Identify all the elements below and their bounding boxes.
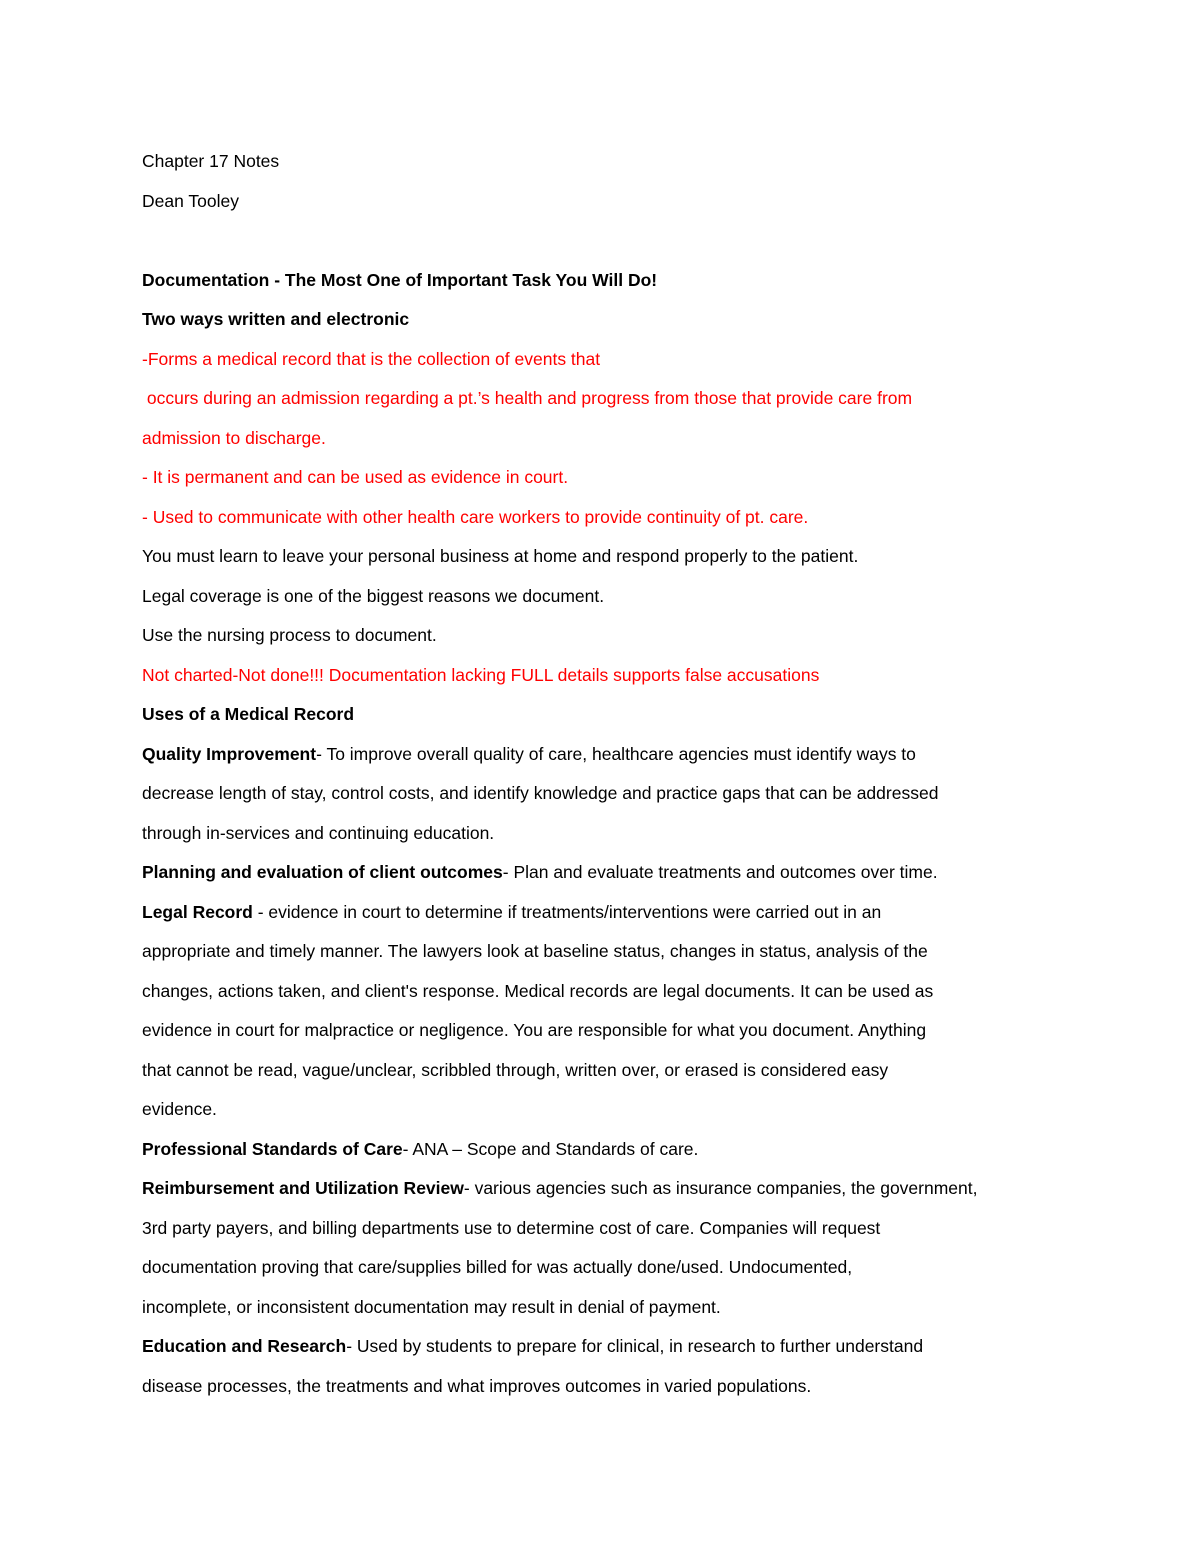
line-legal-coverage: Legal coverage is one of the biggest reasons we document.: [142, 585, 605, 606]
professional-standards-para: Professional Standards of Care- ANA – Scope and Standards of care.: [142, 1138, 699, 1159]
legal-record-line-6: evidence.: [142, 1099, 217, 1119]
legal-record-line-3: changes, actions taken, and client's response. Medical records are legal documents. It can be used as: [142, 980, 934, 1001]
education-para: Education and Research- Used by students to prepare for clinical, in research to further understand: [142, 1336, 924, 1356]
legal-record-line-4: evidence in court for malpractice or negligence. You are responsible for what you document. Anything: [142, 1020, 927, 1040]
legal-record-line-2: appropriate and timely manner. The lawyers look at baseline status, changes in status, analysis of the: [142, 941, 928, 961]
reimbursement-para: Reimbursement and Utilization Review- various agencies such as insurance companies, the government,: [142, 1178, 978, 1198]
spacer: [142, 221, 1072, 261]
quality-improvement-line-3: through in-services and continuing education.: [142, 822, 495, 843]
doc-author: Dean Tooley: [142, 190, 239, 211]
red-line-5: - Used to communicate with other health care workers to provide continuity of pt. care.: [142, 506, 809, 527]
heading-two-ways: Two ways written and electronic: [142, 309, 410, 329]
legal-record-para: Legal Record - evidence in court to determine if treatments/interventions were carried out in an: [142, 901, 882, 922]
heading-documentation: Documentation - The Most One of Important Task You Will Do!: [142, 269, 658, 290]
red-line-3: admission to discharge.: [142, 427, 326, 448]
reimbursement-line-4: incomplete, or inconsistent documentation may result in denial of payment.: [142, 1296, 721, 1317]
line-nursing-process: Use the nursing process to document.: [142, 625, 437, 645]
line-personal-business: You must learn to leave your personal business at home and respond properly to the patient.: [142, 546, 859, 566]
doc-title: Chapter 17 Notes: [142, 151, 280, 171]
quality-improvement-label: Quality Improvement: [142, 743, 317, 764]
heading-uses: Uses of a Medical Record: [142, 704, 355, 724]
reimbursement-line-2: 3rd party payers, and billing departments use to determine cost of care. Companies will request: [142, 1217, 881, 1238]
reimbursement-line-3: documentation proving that care/supplies billed for was actually done/used. Undocumented,: [142, 1257, 853, 1277]
legal-record-label: Legal Record: [142, 901, 253, 922]
education-label: Education and Research: [142, 1336, 347, 1356]
planning-label: Planning and evaluation of client outcomes: [142, 862, 503, 882]
red-line-1: -Forms a medical record that is the collection of events that: [142, 348, 601, 369]
line-not-charted: Not charted-Not done!!! Documentation lacking FULL details supports false accusations: [142, 664, 820, 685]
red-line-2: occurs during an admission regarding a pt.’s health and progress from those that provide care from: [142, 388, 913, 408]
planning-para: Planning and evaluation of client outcomes- Plan and evaluate treatments and outcomes over time.: [142, 862, 938, 882]
red-line-4: - It is permanent and can be used as evidence in court.: [142, 467, 569, 487]
quality-improvement-para: Quality Improvement- To improve overall quality of care, healthcare agencies must identify ways to: [142, 743, 916, 764]
education-line-2: disease processes, the treatments and what improves outcomes in varied populations.: [142, 1375, 812, 1396]
reimbursement-label: Reimbursement and Utilization Review: [142, 1178, 464, 1198]
quality-improvement-line-2: decrease length of stay, control costs, and identify knowledge and practice gaps that can be addressed: [142, 783, 939, 803]
legal-record-line-5: that cannot be read, vague/unclear, scribbled through, written over, or erased is considered easy: [142, 1059, 889, 1080]
professional-standards-label: Professional Standards of Care: [142, 1138, 403, 1159]
document-body: [142, 142, 1072, 1406]
